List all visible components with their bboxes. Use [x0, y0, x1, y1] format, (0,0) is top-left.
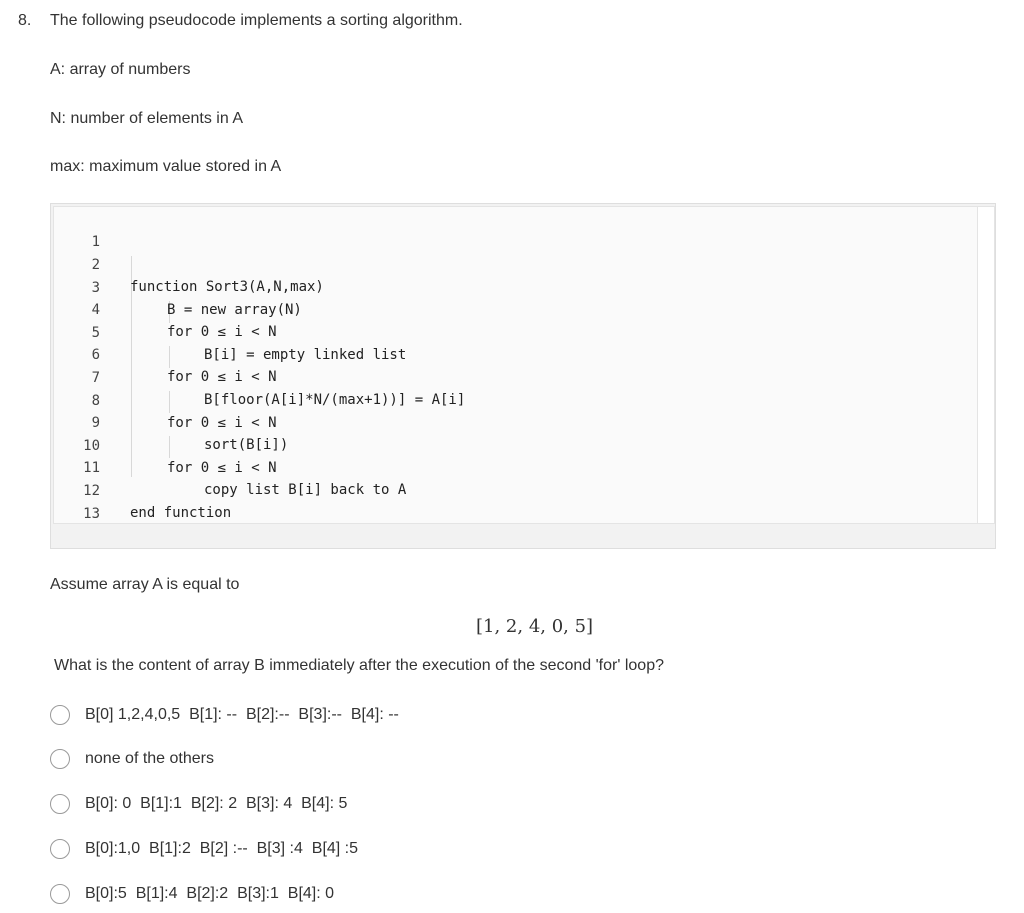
radio-button[interactable]	[50, 705, 70, 725]
code-text: B[i] = empty linked list	[204, 347, 407, 363]
code-editor	[53, 206, 995, 524]
radio-button[interactable]	[50, 839, 70, 859]
line-number: 9	[91, 415, 100, 431]
definition-array: A: array of numbers	[50, 61, 191, 78]
definition-count: N: number of elements in A	[50, 110, 243, 127]
code-text: for 0 ≤ i < N	[167, 369, 277, 385]
radio-button[interactable]	[50, 749, 70, 769]
assumption-text: Assume array A is equal to	[50, 576, 240, 593]
option-label: none of the others	[85, 750, 214, 767]
code-text: for 0 ≤ i < N	[167, 324, 277, 340]
line-number: 3	[91, 280, 100, 296]
question-prompt: What is the content of array B immediately after the execution of the second 'for' loop?	[54, 657, 664, 674]
code-text: B[floor(A[i]*N/(max+1))] = A[i]	[204, 392, 466, 408]
line-number: 5	[91, 325, 100, 341]
code-text: B = new array(N)	[167, 302, 302, 318]
code-line	[54, 209, 954, 250]
answer-option[interactable]	[50, 792, 347, 816]
answer-option[interactable]	[50, 837, 358, 861]
radio-button[interactable]	[50, 794, 70, 814]
array-value: [1, 2, 4, 0, 5]	[476, 616, 594, 637]
code-text: for 0 ≤ i < N	[167, 460, 277, 476]
code-line	[54, 232, 954, 295]
line-number: 2	[91, 257, 100, 273]
answer-option[interactable]	[50, 703, 399, 727]
line-number: 7	[91, 370, 100, 386]
code-text: end function	[130, 505, 232, 521]
line-number: 12	[83, 483, 100, 499]
definition-max: max: maximum value stored in A	[50, 158, 282, 175]
code-text: copy list B[i] back to A	[204, 482, 407, 498]
option-label: B[0]:5 B[1]:4 B[2]:2 B[3]:1 B[4]: 0	[85, 885, 335, 902]
line-number: 4	[91, 302, 100, 318]
option-label: B[0] 1,2,4,0,5 B[1]: -- B[2]:-- B[3]:-- B[4]: --	[85, 706, 399, 723]
radio-button[interactable]	[50, 884, 70, 904]
code-text: for 0 ≤ i < N	[167, 415, 277, 431]
question-text: The following pseudocode implements a sorting algorithm.	[50, 12, 463, 29]
code-text: sort(B[i])	[204, 437, 289, 453]
code-block	[50, 203, 996, 549]
answer-option[interactable]	[50, 747, 214, 771]
line-number: 8	[91, 393, 100, 409]
answer-option[interactable]	[50, 882, 334, 906]
line-number: 11	[83, 460, 100, 476]
option-label: B[0]: 0 B[1]:1 B[2]: 2 B[3]: 4 B[4]: 5	[85, 795, 348, 812]
code-text: function Sort3(A,N,max)	[130, 279, 324, 295]
line-number: 10	[83, 438, 100, 454]
line-number: 13	[83, 506, 100, 522]
line-number: 1	[91, 234, 100, 250]
question-number: 8.	[18, 12, 32, 29]
option-label: B[0]:1,0 B[1]:2 B[2] :-- B[3] :4 B[4] :5	[85, 840, 359, 857]
line-number: 6	[91, 347, 100, 363]
